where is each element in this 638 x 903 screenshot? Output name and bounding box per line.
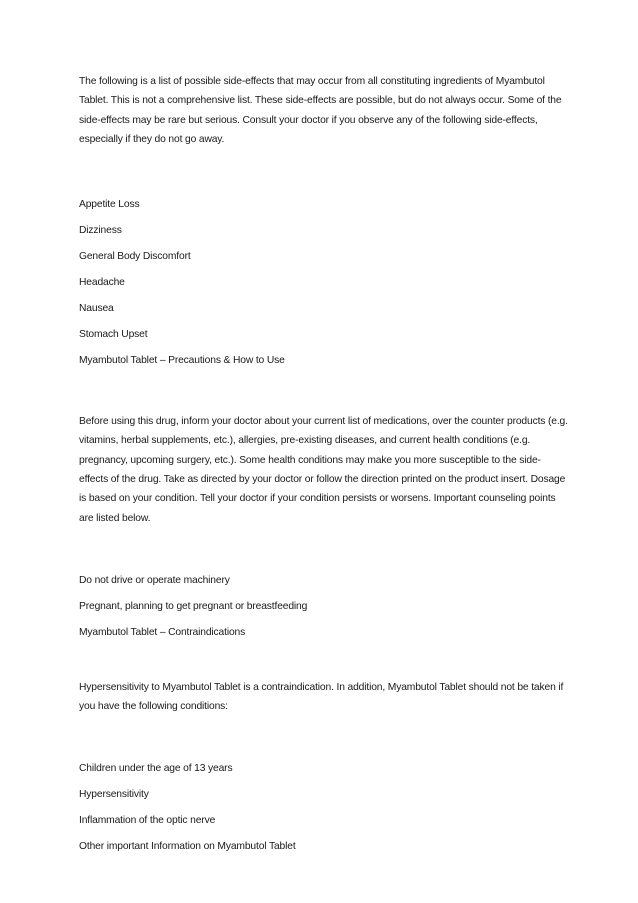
intro-paragraph: The following is a list of possible side-effects that may occur from all constituting ingredients of Myambutol Tablet. This is not a comprehensive list. These side-effects are possible, but do not always occur. Some of the side-effects may be rare but serious. Consult your doctor if you observe any of the following side-effects, especially if they do not go away. — [79, 76, 562, 145]
list-item: Do not drive or operate machinery — [79, 574, 230, 586]
list-item: General Body Discomfort — [79, 251, 191, 263]
precautions-heading: Myambutol Tablet – Precautions & How to Use — [79, 355, 285, 367]
list-item: Hypersensitivity — [79, 788, 149, 800]
other-info-heading: Other important Information on Myambutol Tablet — [79, 840, 296, 852]
list-item: Appetite Loss — [79, 199, 140, 211]
contraindications-heading: Myambutol Tablet – Contraindications — [79, 626, 246, 638]
counseling-points-list — [79, 574, 569, 614]
list-item: Children under the age of 13 years — [79, 762, 233, 774]
list-item: Pregnant, planning to get pregnant or breastfeeding — [79, 600, 308, 612]
list-item: Nausea — [79, 303, 114, 315]
list-item: Inflammation of the optic nerve — [79, 814, 216, 826]
list-item: Stomach Upset — [79, 329, 148, 341]
document-content — [79, 72, 569, 854]
conditions-list — [79, 762, 569, 828]
list-item: Headache — [79, 277, 125, 289]
precautions-paragraph: Before using this drug, inform your doctor about your current list of medications, over the counter products (e.g. vitamins, herbal supplements, etc.), allergies, pre-existing diseases, and current health conditions (e.g. pregnancy, upcoming surgery, etc.). Some health conditions may make you more susceptible to the side-effects of the drug. Take as directed by your doctor or follow the direction printed on the product insert. Dosage is based on your condition. Tell your doctor if your condition persists or worsens. Important counseling points are listed below. — [79, 416, 568, 524]
contraindications-paragraph: Hypersensitivity to Myambutol Tablet is a contraindication. In addition, Myambutol Tablet should not be taken if you have the following conditions: — [79, 681, 564, 713]
side-effects-list — [79, 198, 569, 342]
list-item: Dizziness — [79, 225, 122, 237]
